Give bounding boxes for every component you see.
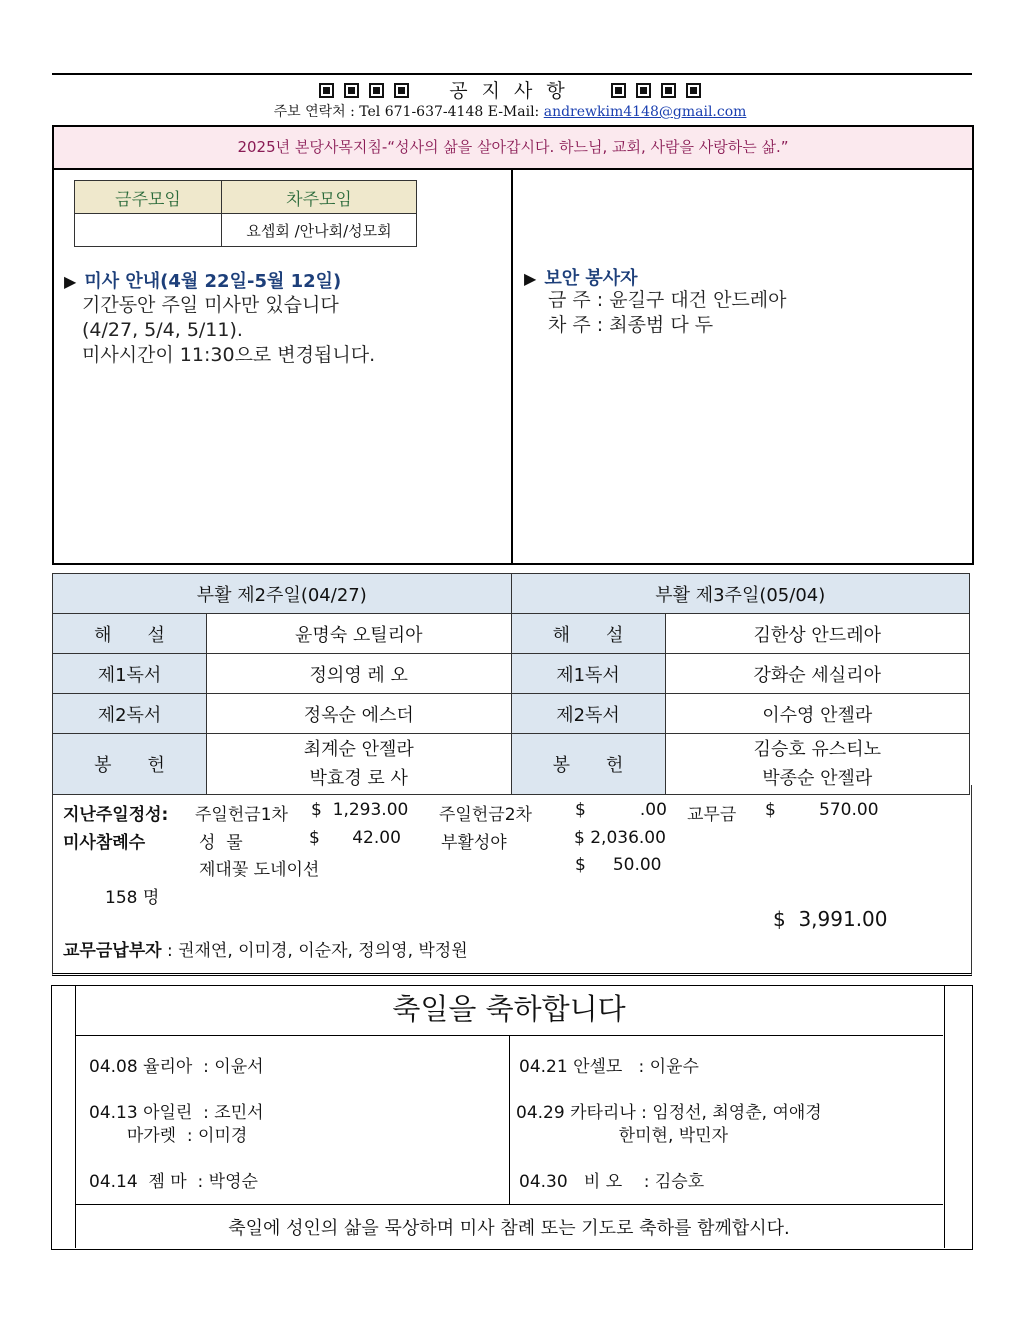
parish-fee-label: 교무금 xyxy=(687,805,737,825)
offertory-name: 박종순 안젤라 xyxy=(762,768,873,789)
contact-text: 주보 연락처 : Tel 671-637-4148 E-Mail: xyxy=(273,104,544,120)
offertory-name: 박효경 로 사 xyxy=(309,768,408,789)
table-cell: 김한상 안드레아 xyxy=(665,614,970,654)
feast-entry: 마가렛 : 이미경 xyxy=(89,1126,248,1146)
offering1-amount: $ 1,293.00 xyxy=(311,800,409,820)
offering2-amount: $ .00 xyxy=(575,800,667,820)
ministry-schedule-table xyxy=(52,573,970,795)
offering2-label: 주일헌금2차 xyxy=(439,805,532,825)
row-label-first-reading: 제1독서 xyxy=(53,654,207,694)
security-heading xyxy=(524,264,638,290)
pastoral-motto: 2025년 본당사목지침-“성사의 삶을 살아갑시다. 하느님, 교회, 사람을 사랑하는 삶.” xyxy=(54,127,972,170)
offering1-label: 주일헌금1차 xyxy=(195,805,288,825)
square-icon xyxy=(636,83,651,98)
this-week-meeting-header: 금주모임 xyxy=(75,181,222,214)
payers-line xyxy=(63,936,468,961)
square-icon xyxy=(661,83,676,98)
feast-entry: 04.21 안셀모 : 이윤수 xyxy=(519,1057,699,1077)
payers-label: 교무금납부자 xyxy=(63,941,162,961)
feast-title: 축일을 축하합니다 xyxy=(75,985,943,1036)
parish-fee-amount: $ 570.00 xyxy=(765,800,879,820)
altar-flower-label: 제대꽃 도네이션 xyxy=(199,860,320,880)
top-rule xyxy=(52,73,972,75)
feast-entry: 04.13 아일린 : 조민서 xyxy=(89,1103,264,1123)
mass-notice-line: 기간동안 주일 미사만 있습니다 xyxy=(82,294,339,316)
feast-divider xyxy=(509,1036,510,1204)
total-amount: $ 3,991.00 xyxy=(773,907,888,931)
next-week-meeting-value: 요셉회 /안나회/성모회 xyxy=(222,214,417,247)
mass-notice-title: 미사 안내(4월 22일-5월 12일) xyxy=(84,271,342,292)
attendance-count: 158 명 xyxy=(105,888,160,908)
arrow-right-icon: ▶ xyxy=(524,269,537,288)
easter-label: 부활성야 xyxy=(441,833,507,853)
security-body xyxy=(548,288,787,338)
row-label-offertory: 봉 헌 xyxy=(53,734,207,795)
feast-entry: 04.30 비 오 : 김승호 xyxy=(519,1172,705,1192)
altar-flower-amount: $ 50.00 xyxy=(575,855,662,875)
row-label-offertory: 봉 헌 xyxy=(511,734,665,795)
row-label-second-reading: 제2독서 xyxy=(53,694,207,734)
offertory-name: 최계순 안젤라 xyxy=(303,739,414,760)
page-title xyxy=(0,76,1020,103)
attendance-label: 미사참례수 xyxy=(63,833,146,853)
column-divider xyxy=(511,169,513,563)
payers-names: : 권재연, 이미경, 이순자, 정의영, 박정원 xyxy=(161,941,468,961)
table-cell: 정옥순 에스더 xyxy=(207,694,512,734)
feast-footer: 축일에 성인의 삶을 묵상하며 미사 참례 또는 기도로 축하를 함께합시다. xyxy=(75,1204,943,1249)
schedule-col2-title: 부활 제3주일(05/04) xyxy=(511,574,970,614)
feast-entry: 04.14 젬 마 : 박영순 xyxy=(89,1172,258,1192)
security-title: 보안 봉사자 xyxy=(544,268,638,289)
holy-items-label: 성 물 xyxy=(199,833,243,853)
square-icon xyxy=(319,83,334,98)
table-cell: 정의영 레 오 xyxy=(207,654,512,694)
contact-line xyxy=(0,101,1020,121)
title-text: 공지사항 xyxy=(449,80,579,102)
feast-entry: 04.29 카타리나 : 임정선, 최영춘, 여애경 xyxy=(516,1103,822,1123)
square-icon xyxy=(611,83,626,98)
feast-entry: 04.08 율리아 : 이윤서 xyxy=(89,1057,264,1077)
mass-notice-line: 미사시간이 11:30으로 변경됩니다. xyxy=(82,344,376,366)
square-icon xyxy=(686,83,701,98)
offertory-name: 김승호 유스티노 xyxy=(753,739,881,760)
feast-entry: 한미현, 박민자 xyxy=(516,1126,729,1146)
square-icon xyxy=(369,83,384,98)
mass-notice-heading xyxy=(64,267,341,293)
mass-notice-body xyxy=(82,293,375,368)
row-label-commentary: 해 설 xyxy=(53,614,207,654)
square-icon xyxy=(394,83,409,98)
arrow-right-icon: ▶ xyxy=(64,272,77,291)
table-cell: 이수영 안젤라 xyxy=(665,694,970,734)
finance-section xyxy=(52,785,972,976)
table-cell: 윤명숙 오틸리아 xyxy=(207,614,512,654)
notice-box xyxy=(52,125,974,565)
row-label-first-reading: 제1독서 xyxy=(511,654,665,694)
email-link[interactable]: andrewkim4148@gmail.com xyxy=(543,104,747,120)
holy-items-amount: $ 42.00 xyxy=(309,828,401,848)
mass-notice-line: (4/27, 5/4, 5/11). xyxy=(82,319,243,341)
security-next-week: 차 주 : 최종범 다 두 xyxy=(548,314,714,336)
easter-amount: $ 2,036.00 xyxy=(574,828,666,848)
next-week-meeting-header: 차주모임 xyxy=(222,181,417,214)
schedule-col1-title: 부활 제2주일(04/27) xyxy=(53,574,512,614)
row-label-commentary: 해 설 xyxy=(511,614,665,654)
row-label-second-reading: 제2독서 xyxy=(511,694,665,734)
table-cell: 강화순 세실리아 xyxy=(665,654,970,694)
security-this-week: 금 주 : 윤길구 대건 안드레아 xyxy=(548,289,787,311)
meeting-table xyxy=(74,180,417,247)
this-week-meeting-value xyxy=(75,214,222,247)
offering-label: 지난주일정성: xyxy=(63,805,169,825)
square-icon xyxy=(344,83,359,98)
